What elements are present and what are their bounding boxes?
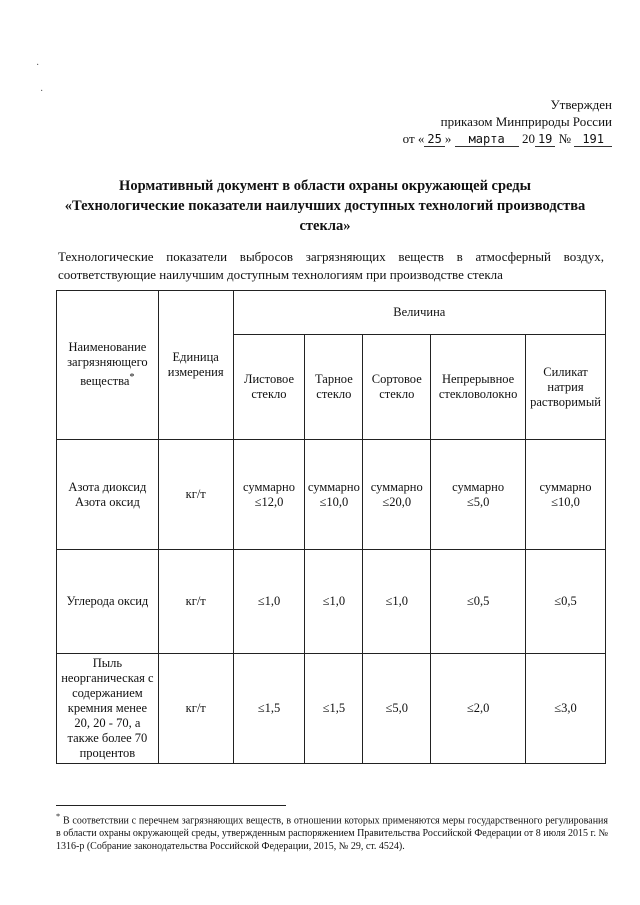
header-col-sheet-glass: Листовое стекло (233, 335, 305, 440)
row-unit: кг/т (158, 550, 233, 654)
table-header-row (57, 291, 606, 335)
header-col-container-glass: Тарное стекло (305, 335, 363, 440)
date-year-prefix: 20 (521, 131, 535, 146)
order-number: 191 (574, 132, 612, 147)
footnote-ref: * (129, 372, 135, 384)
row-value: ≤5,0 (363, 654, 431, 764)
footnote-mark: * (56, 812, 61, 821)
row-value: ≤3,0 (526, 654, 606, 764)
header-value: Величина (233, 291, 605, 335)
row-substance: Азота диоксид Азота оксид (57, 440, 159, 550)
title-line-2: «Технологические показатели наилучших доступных технологий производства стекла» (64, 198, 586, 234)
row-value: ≤1,5 (233, 654, 305, 764)
footnote (56, 810, 608, 853)
table-row (57, 440, 606, 550)
row-value: ≤1,5 (305, 654, 363, 764)
approval-line-2: приказом Минприроды России (440, 114, 612, 129)
row-value: ≤1,0 (363, 550, 431, 654)
date-day: 25 (424, 132, 444, 147)
emissions-table (56, 290, 606, 764)
date-month: марта (455, 132, 519, 147)
row-unit: кг/т (158, 654, 233, 764)
approval-stamp (352, 96, 612, 148)
row-value: суммарно ≤10,0 (305, 440, 363, 550)
row-substance: Пыль неорганическая с содержанием кремния менее 20, 20 - 70, а также более 70 процентов (57, 654, 159, 764)
approval-date-line (352, 130, 612, 148)
header-substance: Наименование загрязняющего вещества* (57, 291, 159, 440)
row-value: ≤0,5 (526, 550, 606, 654)
header-col-tableware-glass: Сортовое стекло (363, 335, 431, 440)
row-value: суммарно ≤5,0 (431, 440, 526, 550)
row-substance: Углерода оксид (57, 550, 159, 654)
row-value: ≤0,5 (431, 550, 526, 654)
date-year-suffix: 19 (535, 132, 555, 147)
date-prefix: от « (402, 131, 425, 146)
scan-mark: · (36, 60, 40, 71)
footnote-text: В соответствии с перечнем загрязняющих веществ, в отношении которых применяются меры государственного регулирования в области охраны окружающей среды, утвержденным распоряжением Правительства Российской Федерации от 8 июля 2015 г. № 1316-р (Собрание законодательства Российской Федерации, 2015, № 29, ст. 4524). (56, 815, 608, 853)
table-row (57, 654, 606, 764)
row-value: суммарно ≤12,0 (233, 440, 305, 550)
header-unit: Единица измерения (158, 291, 233, 440)
intro-paragraph: Технологические показатели выбросов загрязняющих веществ в атмосферный воздух, соответствующие наилучшим доступным технологиям при производстве стекла (58, 249, 604, 282)
approval-line-1: Утвержден (550, 97, 612, 112)
header-col-fiberglass: Непрерывное стекловолокно (431, 335, 526, 440)
footnote-divider (56, 805, 286, 806)
scan-mark: · (40, 86, 44, 97)
table-row (57, 550, 606, 654)
number-prefix: № (558, 131, 572, 146)
row-value: суммарно ≤20,0 (363, 440, 431, 550)
date-mid: » (444, 131, 455, 146)
row-value: суммарно ≤10,0 (526, 440, 606, 550)
row-value: ≤1,0 (305, 550, 363, 654)
document-title (40, 176, 610, 236)
header-col-sodium-silicate: Силикат натрия растворимый (526, 335, 606, 440)
row-unit: кг/т (158, 440, 233, 550)
row-value: ≤2,0 (431, 654, 526, 764)
row-value: ≤1,0 (233, 550, 305, 654)
title-line-1: Нормативный документ в области охраны окружающей среды (119, 178, 531, 194)
